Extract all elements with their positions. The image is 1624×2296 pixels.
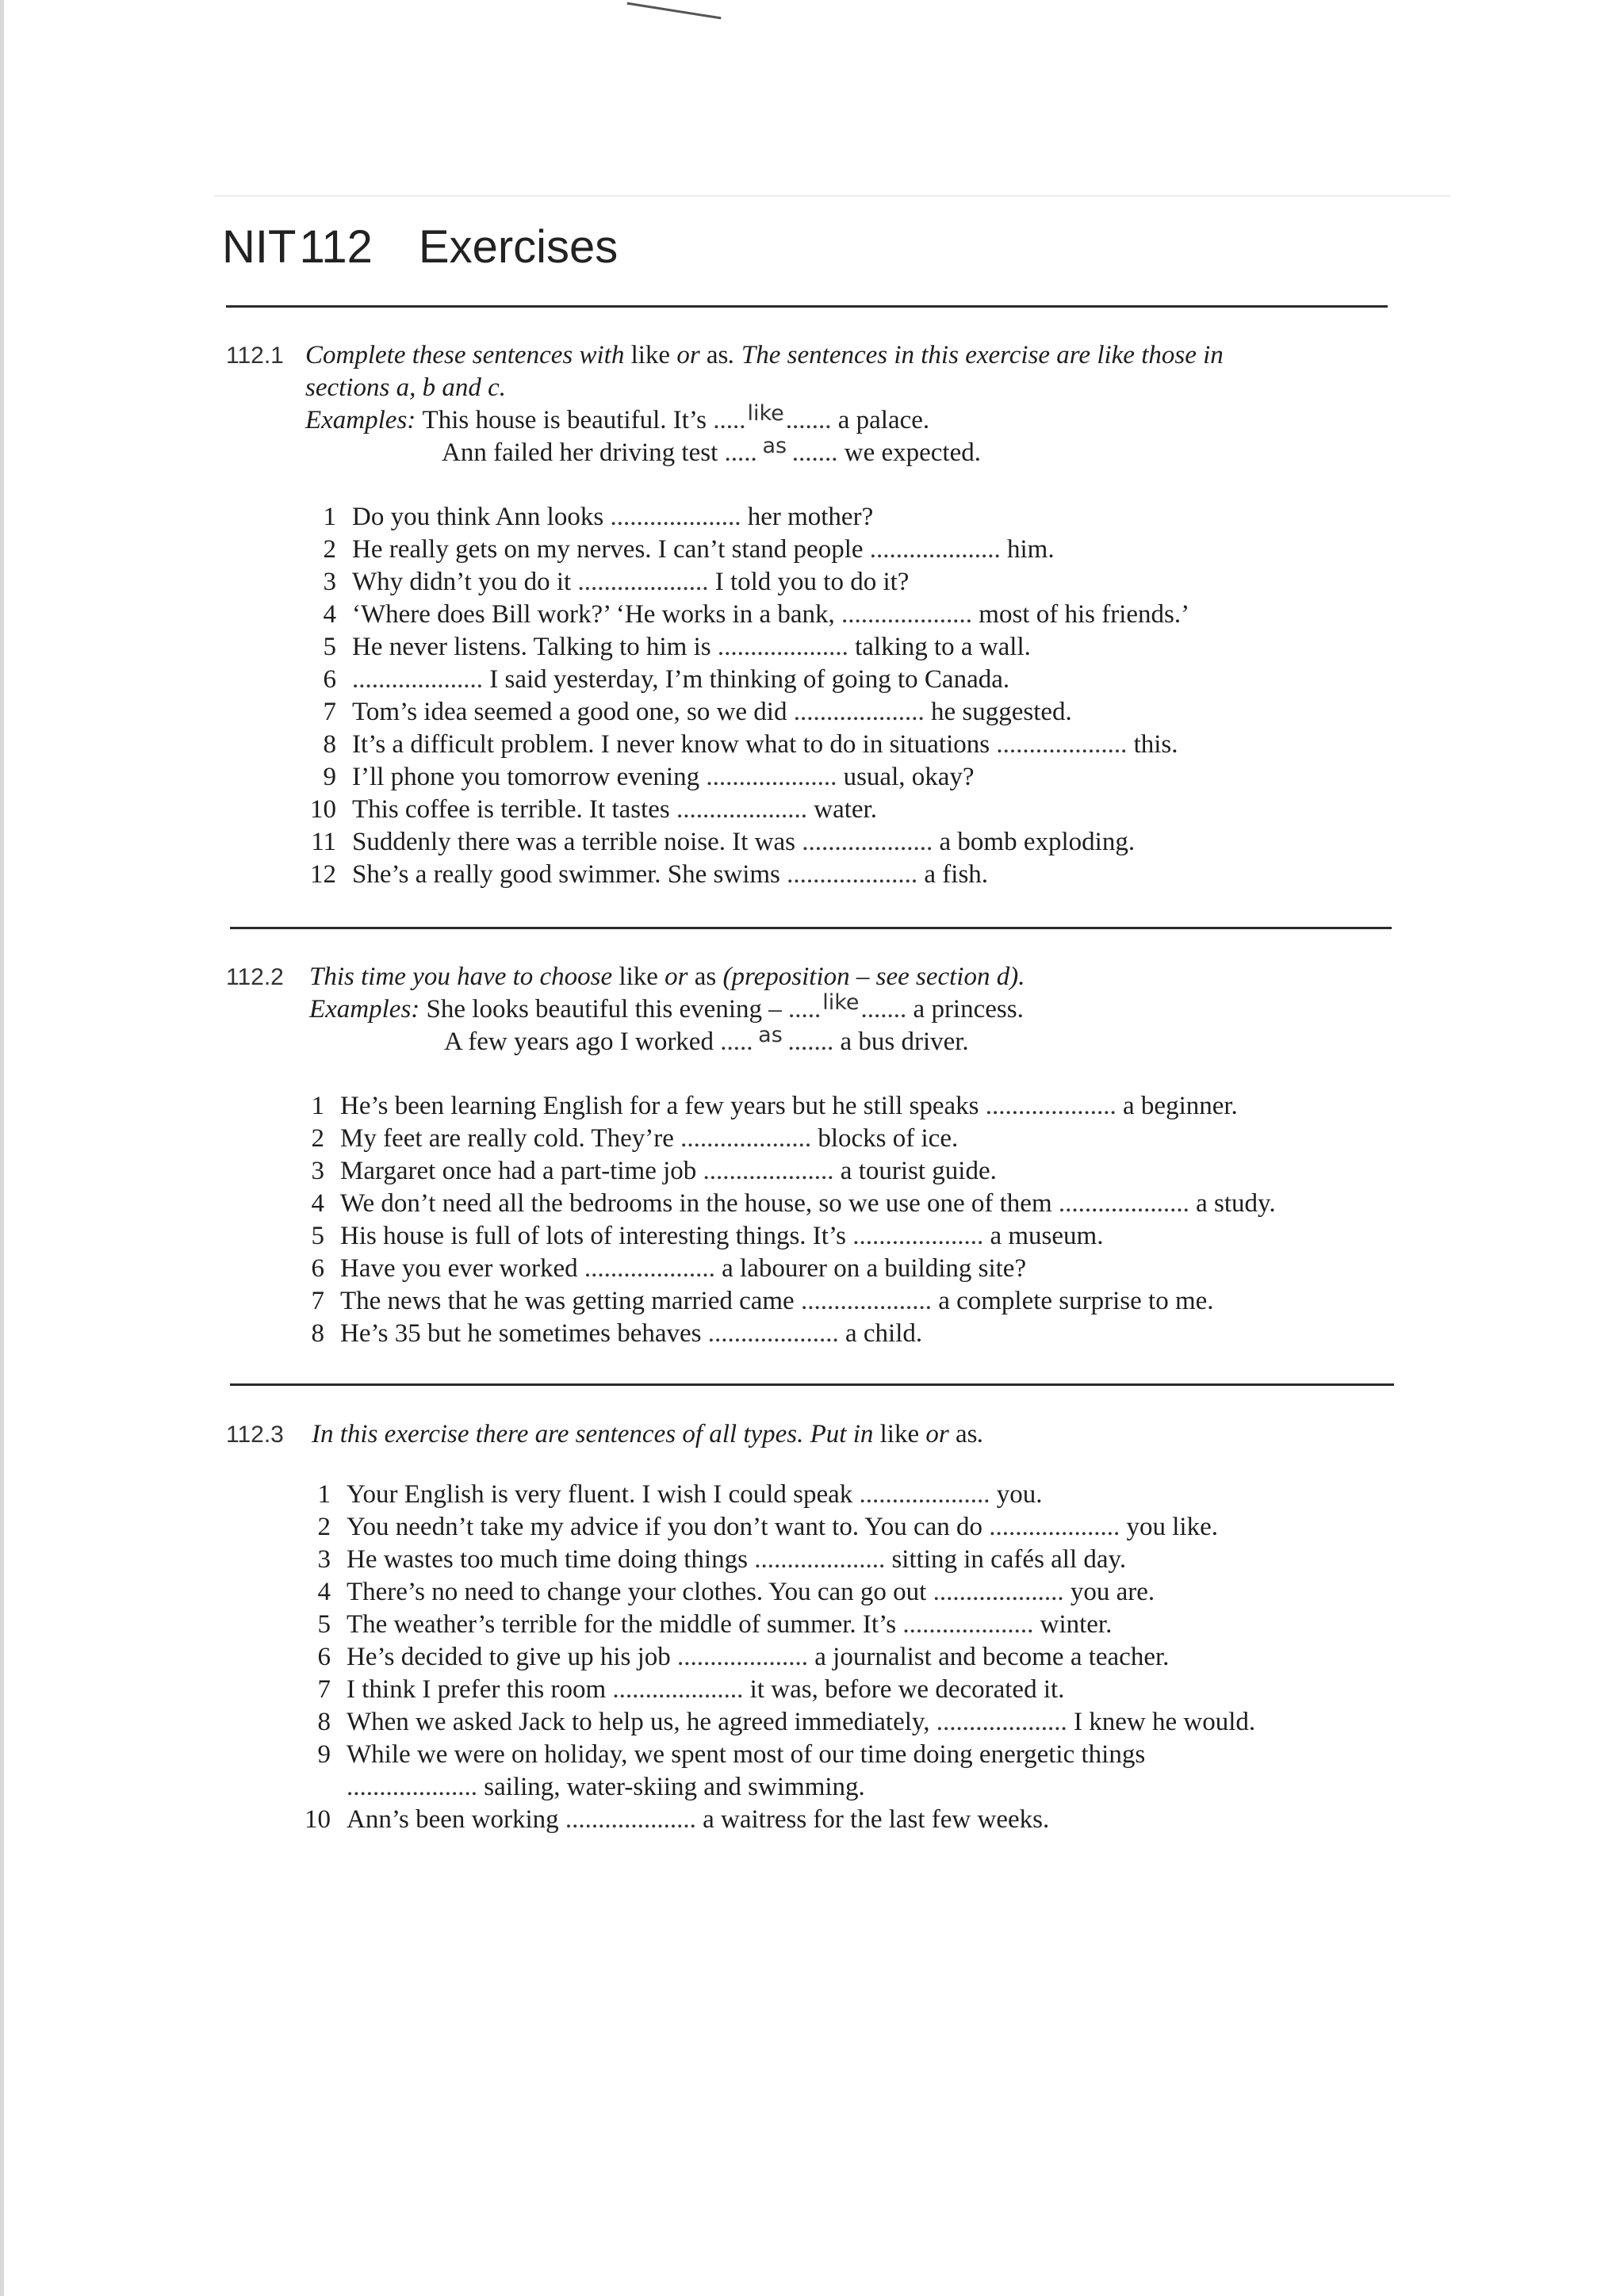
blank-dots: ..... [713, 406, 746, 434]
sentence-text: a museum. [983, 1222, 1104, 1250]
item-number: 7 [323, 698, 336, 726]
example-text: Ann failed her driving test [442, 438, 725, 467]
answer-blank: .................... [852, 1222, 984, 1250]
item-number: 9 [323, 763, 336, 791]
sentence-text: he suggested. [924, 698, 1072, 726]
sentence-text: Tom’s idea seemed a good one, so we did [352, 698, 794, 726]
sentence-text: talking to a wall. [848, 633, 1031, 661]
item-number: 12 [310, 860, 336, 889]
item-text [352, 794, 877, 826]
sentence-text: blocks of ice. [811, 1124, 959, 1153]
item-text [340, 1155, 997, 1188]
answer-blank: .................... [703, 1157, 834, 1185]
answer-blank: .................... [985, 1092, 1116, 1120]
sentence-text: We don’t need all the bedrooms in the house, so we use one of them [340, 1189, 1059, 1218]
item-text [352, 566, 909, 599]
instruction-text: This time you have to choose [309, 962, 619, 991]
sentence-text: a child. [838, 1319, 923, 1348]
answer-blank: .................... [869, 535, 1001, 564]
item-text [352, 631, 1031, 664]
handwritten-answer: like [822, 990, 860, 1015]
example-text: we expected. [837, 438, 981, 467]
exercise-number: 112.1 [226, 342, 284, 369]
item-number: 1 [317, 1480, 331, 1509]
sentence-text: a bomb exploding. [933, 828, 1136, 856]
item-text [340, 1285, 1214, 1318]
sentence-text: water. [807, 795, 877, 824]
handwritten-answer: like [747, 401, 784, 426]
blank-dots: ....... [791, 438, 838, 467]
keyword: as [706, 341, 729, 369]
item-text [347, 1479, 1043, 1511]
sentence-text: it was, before we decorated it. [743, 1675, 1065, 1704]
answer-blank: .................... [754, 1545, 886, 1574]
item-number: 2 [323, 535, 336, 564]
examples-label: Examples: [305, 406, 423, 434]
item-number: 10 [304, 1805, 331, 1834]
item-number: 5 [323, 633, 336, 661]
item-text [340, 1318, 922, 1350]
sentence-text: Have you ever worked [340, 1254, 584, 1283]
example-text: a bus driver. [833, 1027, 969, 1056]
example-line [309, 990, 1024, 1027]
item-text [352, 826, 1135, 859]
item-text [347, 1674, 1064, 1706]
sentence-text: winter. [1033, 1610, 1113, 1639]
sentence-text: I’ll phone you tomorrow evening [352, 763, 707, 791]
blank-dots: ..... [720, 1027, 753, 1056]
sentence-text: ‘Where does Bill work?’ ‘He works in a bank, [352, 600, 842, 629]
item-text [340, 1220, 1103, 1253]
item-number: 6 [317, 1643, 331, 1671]
answer-blank: .................... [933, 1578, 1064, 1606]
item-number: 6 [311, 1254, 324, 1283]
blank-dots: ....... [785, 406, 832, 434]
sentence-text: Margaret once had a part-time job [340, 1157, 703, 1185]
item-number: 2 [317, 1513, 331, 1541]
sentence-text: a labourer on a building site? [714, 1254, 1027, 1283]
sentence-text: Your English is very fluent. I wish I could speak [347, 1480, 860, 1509]
item-number: 8 [317, 1708, 331, 1736]
example-text: a princess. [906, 995, 1024, 1024]
sentence-text: The news that he was getting married came [340, 1287, 801, 1315]
sentence-text: He never listens. Talking to him is [352, 633, 718, 661]
keyword: like [630, 341, 671, 369]
item-number: 2 [311, 1124, 324, 1153]
item-text [352, 859, 988, 891]
instruction-line [312, 1418, 984, 1451]
divider [226, 305, 1388, 308]
sentence-text: Suddenly there was a terrible noise. It was [352, 828, 802, 856]
keyword: like [879, 1420, 920, 1448]
exercise-112-3 [226, 1418, 1415, 1834]
answer-blank: .................... [584, 1254, 715, 1283]
sentence-text: I said yesterday, I’m thinking of going to Canada. [483, 665, 1010, 694]
example-text: A few years ago I worked [444, 1027, 721, 1056]
item-number: 7 [317, 1675, 331, 1704]
item-number: 4 [317, 1578, 331, 1606]
instruction-text: sections a, b and c. [305, 373, 506, 402]
answer-blank: .................... [859, 1480, 990, 1509]
sentence-text: a tourist guide. [833, 1157, 997, 1185]
instruction-line [305, 339, 1224, 372]
instruction-line [305, 372, 506, 404]
example-line [444, 1023, 969, 1059]
instruction-text: or [919, 1420, 956, 1448]
sentence-text: sitting in cafés all day. [885, 1545, 1127, 1574]
example-line [305, 401, 930, 438]
item-text [340, 1188, 1276, 1220]
sentence-text: you like. [1120, 1513, 1218, 1541]
answer-blank: .................... [577, 568, 709, 596]
answer-blank: .................... [612, 1675, 744, 1704]
sentence-text: you. [990, 1480, 1043, 1509]
sentence-text: her mother? [741, 503, 874, 531]
sentence-text: You needn’t take my advice if you don’t want to. You can do [347, 1513, 990, 1541]
item-number: 5 [311, 1222, 324, 1250]
item-number: 1 [323, 503, 336, 531]
blank-dots: ..... [724, 438, 757, 467]
answer-blank: .................... [800, 1287, 932, 1315]
sentence-text: a fish. [917, 860, 989, 889]
item-number: 8 [311, 1319, 324, 1348]
item-number: 10 [310, 795, 336, 824]
instruction-text: In this exercise there are sentences of all types. Put in [312, 1420, 880, 1448]
item-number: 9 [317, 1740, 331, 1769]
answer-blank: .................... [936, 1708, 1067, 1736]
blank-dots: ....... [860, 995, 907, 1024]
exercise-number: 112.2 [226, 964, 284, 990]
item-text [347, 1511, 1218, 1544]
sentence-text: Why didn’t you do it [352, 568, 578, 596]
item-number: 6 [323, 665, 336, 694]
answer-blank: .................... [352, 665, 483, 694]
sentence-text: While we were on holiday, we spent most of our time doing energetic things [347, 1740, 1146, 1769]
item-text [352, 534, 1055, 566]
item-text [347, 1739, 1145, 1771]
sentence-text: She’s a really good swimmer. She swims [352, 860, 787, 889]
answer-blank: .................... [706, 763, 837, 791]
handwritten-answer: as [758, 1023, 783, 1047]
unit-heading [222, 216, 618, 279]
item-number: 3 [317, 1545, 331, 1574]
item-text [347, 1804, 1049, 1836]
item-number: 3 [311, 1157, 324, 1185]
exercise-112-2 [226, 961, 1415, 1348]
answer-blank: .................... [676, 795, 808, 824]
item-text [347, 1544, 1126, 1576]
sentence-text: a journalist and become a teacher. [808, 1643, 1170, 1671]
answer-blank: .................... [802, 828, 933, 856]
sentence-text: most of his friends.’ [972, 600, 1190, 629]
blank-dots: ....... [787, 1027, 834, 1056]
item-text [352, 761, 975, 794]
item-number: 8 [323, 730, 336, 759]
item-text [340, 1123, 958, 1155]
example-line [442, 434, 981, 470]
sentence-text: He’s been learning English for a few years but he still speaks [340, 1092, 986, 1120]
item-text [347, 1641, 1169, 1674]
item-text [340, 1253, 1026, 1285]
sentence-text: usual, okay? [837, 763, 975, 791]
item-number: 4 [311, 1189, 324, 1218]
sentence-text: My feet are really cold. They’re [340, 1124, 681, 1153]
scan-mark [627, 2, 722, 20]
instruction-text: (preposition – see section d). [716, 962, 1025, 991]
examples-label: Examples: [309, 995, 427, 1024]
item-text [340, 1090, 1238, 1123]
answer-blank: .................... [680, 1124, 812, 1153]
sentence-text: a waitress for the last few weeks. [695, 1805, 1050, 1834]
exercise-112-1 [226, 339, 1415, 889]
instruction-line [309, 961, 1025, 993]
answer-blank: .................... [787, 860, 918, 889]
sentence-text: a complete surprise to me. [931, 1287, 1214, 1315]
item-number: 7 [311, 1287, 324, 1315]
keyword: like [619, 962, 658, 991]
example-text: a palace. [831, 406, 930, 434]
sentence-text: He wastes too much time doing things [347, 1545, 755, 1574]
answer-blank: .................... [707, 1319, 839, 1348]
instruction-text: . The sentences in this exercise are like those in [728, 341, 1224, 369]
item-text [352, 664, 1009, 696]
instruction-text: or [657, 962, 695, 991]
sentence-text: a beginner. [1116, 1092, 1238, 1120]
sentence-text: this. [1127, 730, 1178, 759]
item-text [352, 729, 1178, 761]
item-number: 5 [317, 1610, 331, 1639]
item-number: 1 [311, 1092, 324, 1120]
sentence-text: This coffee is terrible. It tastes [352, 795, 677, 824]
sentence-text: him. [1000, 535, 1055, 564]
answer-blank: .................... [1058, 1189, 1189, 1218]
answer-blank: .................... [677, 1643, 809, 1671]
sentence-text: you are. [1063, 1578, 1155, 1606]
sentence-text: Ann’s been working [347, 1805, 565, 1834]
unit-number: 112 [299, 221, 373, 273]
item-text [347, 1706, 1255, 1739]
item-text [347, 1609, 1112, 1641]
page-title: Exercises [418, 221, 619, 273]
example-text: This house is beautiful. It’s [422, 406, 714, 434]
blank-dots: ..... [788, 995, 822, 1024]
scan-faint-line [214, 195, 1451, 197]
sentence-text: The weather’s terrible for the middle of summer. It’s [347, 1610, 903, 1639]
keyword: as [955, 1420, 978, 1448]
answer-blank: .................... [996, 730, 1128, 759]
divider [230, 927, 1392, 929]
sentence-text: sailing, water-skiing and swimming. [477, 1773, 865, 1801]
item-text [347, 1771, 865, 1804]
scan-edge [0, 0, 4, 2296]
answer-blank: .................... [841, 600, 973, 629]
sentence-text: When we asked Jack to help us, he agreed immediately, [347, 1708, 936, 1736]
item-text [352, 696, 1072, 729]
item-text [352, 501, 873, 534]
sentence-text: There’s no need to change your clothes. You can go out [347, 1578, 933, 1606]
answer-blank: .................... [989, 1513, 1120, 1541]
sentence-text: I knew he would. [1067, 1708, 1256, 1736]
sentence-text: a study. [1189, 1189, 1276, 1218]
sentence-text: He really gets on my nerves. I can’t stand people [352, 535, 870, 564]
instruction-text: . [977, 1420, 984, 1448]
divider [230, 1383, 1394, 1386]
answer-blank: .................... [902, 1610, 1034, 1639]
item-text [347, 1576, 1155, 1609]
item-number: 4 [323, 600, 336, 629]
item-number: 11 [311, 828, 336, 856]
exercise-number: 112.3 [226, 1422, 284, 1448]
keyword: as [694, 962, 717, 991]
sentence-text: Do you think Ann looks [352, 503, 611, 531]
item-number: 3 [323, 568, 336, 596]
instruction-text: or [670, 341, 707, 369]
sentence-text: He’s decided to give up his job [347, 1643, 678, 1671]
answer-blank: .................... [565, 1805, 696, 1834]
answer-blank: .................... [717, 633, 848, 661]
sentence-text: I told you to do it? [708, 568, 910, 596]
sentence-text: It’s a difficult problem. I never know what to do in situations [352, 730, 997, 759]
answer-blank: .................... [610, 503, 741, 531]
sentence-text: I think I prefer this room [347, 1675, 613, 1704]
example-text: She looks beautiful this evening – [426, 995, 788, 1024]
instruction-text: Complete these sentences with [305, 341, 631, 369]
unit-label: NIT [222, 221, 297, 273]
answer-blank: .................... [347, 1773, 477, 1801]
answer-blank: .................... [793, 698, 925, 726]
item-text [352, 599, 1189, 631]
sentence-text: His house is full of lots of interesting things. It’s [340, 1222, 853, 1250]
handwritten-answer: as [762, 434, 787, 458]
sentence-text: He’s 35 but he sometimes behaves [340, 1319, 708, 1348]
